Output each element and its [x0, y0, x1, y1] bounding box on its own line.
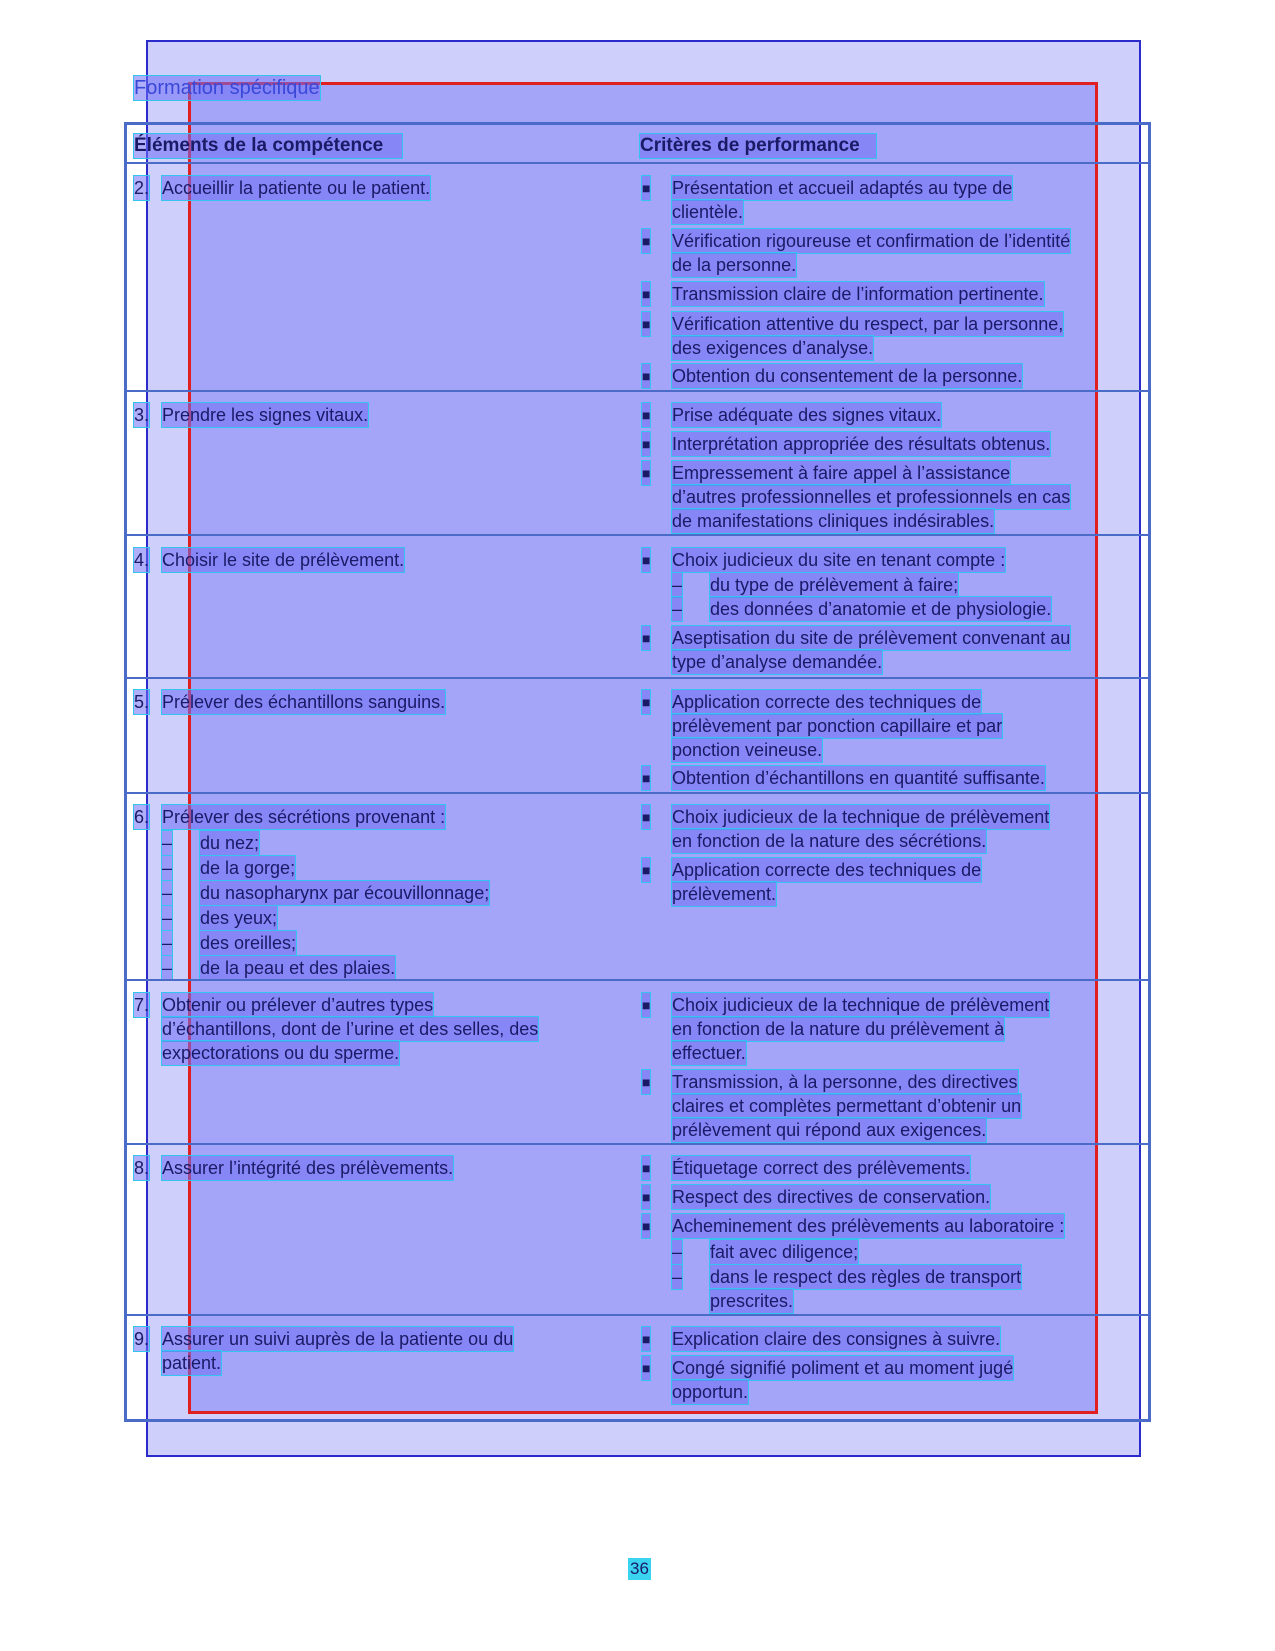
row-divider [124, 677, 1151, 679]
header-right: Critères de performance [640, 134, 876, 158]
row-divider [124, 1143, 1151, 1145]
bullet-icon: ■ [642, 176, 650, 200]
sub-item-dash: – [162, 958, 173, 978]
row-divider [124, 1314, 1151, 1316]
row-divider [124, 390, 1151, 392]
performance-criterion: de la personne. [672, 255, 797, 275]
bullet-icon: ■ [642, 403, 650, 427]
performance-criterion: Choix judicieux de la technique de prélèvement [672, 807, 1050, 827]
competence-element: expectorations ou du sperme. [162, 1043, 400, 1063]
performance-criterion: Aseptisation du site de prélèvement convenant au [672, 628, 1071, 648]
competence-element: Assurer un suivi auprès de la patiente ou du [162, 1329, 514, 1349]
header-divider [124, 162, 1151, 164]
competence-element: Prendre les signes vitaux. [162, 405, 369, 425]
competence-sub-item: des yeux; [200, 908, 278, 928]
competence-sub-item: de la peau et des plaies. [200, 958, 396, 978]
performance-criterion: des exigences d’analyse. [672, 338, 874, 358]
performance-criterion: Empressement à faire appel à l’assistance [672, 463, 1011, 483]
performance-criterion: Présentation et accueil adaptés au type de [672, 178, 1013, 198]
header-left: Éléments de la compétence [134, 134, 402, 158]
row-number: 6. [134, 807, 150, 827]
performance-criterion: prélèvement par ponction capillaire et par [672, 716, 1003, 736]
bullet-icon: ■ [642, 1214, 650, 1238]
performance-criterion: prélèvement. [672, 884, 777, 904]
bullet-icon: ■ [642, 461, 650, 485]
bullet-icon: ■ [642, 312, 650, 336]
performance-criterion: en fonction de la nature du prélèvement à [672, 1019, 1005, 1039]
sub-item-dash: – [672, 599, 683, 619]
performance-criterion: Choix judicieux de la technique de prélèvement [672, 995, 1050, 1015]
bullet-icon: ■ [642, 626, 650, 650]
performance-criterion: claires et complètes permettant d’obtenir un [672, 1096, 1022, 1116]
section-title: Formation spécifique [134, 77, 320, 99]
row-number: 9. [134, 1329, 150, 1349]
bullet-icon: ■ [642, 805, 650, 829]
bullet-icon: ■ [642, 229, 650, 253]
performance-criterion: Interprétation appropriée des résultats obtenus. [672, 434, 1051, 454]
performance-criterion: Transmission, à la personne, des directives [672, 1072, 1018, 1092]
bullet-icon: ■ [642, 1156, 650, 1180]
performance-criterion: prélèvement qui répond aux exigences. [672, 1120, 987, 1140]
performance-criterion: Congé signifié poliment et au moment jugé [672, 1358, 1014, 1378]
page-number: 36 [630, 1559, 649, 1578]
competence-element: Prélever des sécrétions provenant : [162, 807, 446, 827]
performance-criterion: Application correcte des techniques de [672, 692, 982, 712]
bullet-icon: ■ [642, 282, 650, 306]
performance-criterion: Vérification rigoureuse et confirmation de l’identité [672, 231, 1071, 251]
row-divider [124, 792, 1151, 794]
bullet-icon: ■ [642, 690, 650, 714]
competence-element: Assurer l’intégrité des prélèvements. [162, 1158, 454, 1178]
competence-sub-item: du nez; [200, 833, 260, 853]
performance-criterion: clientèle. [672, 202, 744, 222]
row-number: 2. [134, 178, 150, 198]
bullet-icon: ■ [642, 432, 650, 456]
sub-item-dash: – [162, 858, 173, 878]
sub-item-dash: – [162, 833, 173, 853]
performance-criterion: Obtention du consentement de la personne. [672, 366, 1023, 386]
performance-criterion: en fonction de la nature des sécrétions. [672, 831, 987, 851]
performance-criterion: opportun. [672, 1382, 749, 1402]
performance-criterion: Acheminement des prélèvements au laboratoire : [672, 1216, 1065, 1236]
row-number: 3. [134, 405, 150, 425]
performance-criterion: type d’analyse demandée. [672, 652, 883, 672]
performance-criterion: Prise adéquate des signes vitaux. [672, 405, 942, 425]
row-number: 5. [134, 692, 150, 712]
competence-element: patient. [162, 1353, 222, 1373]
competence-element: Prélever des échantillons sanguins. [162, 692, 446, 712]
row-divider [124, 534, 1151, 536]
performance-criterion: Choix judicieux du site en tenant compte : [672, 550, 1006, 570]
competence-sub-item: des oreilles; [200, 933, 297, 953]
bullet-icon: ■ [642, 548, 650, 572]
bullet-icon: ■ [642, 993, 650, 1017]
performance-criterion: Application correcte des techniques de [672, 860, 982, 880]
row-number: 7. [134, 995, 150, 1015]
bullet-icon: ■ [642, 1327, 650, 1351]
performance-criterion: d’autres professionnelles et professionnels en cas [672, 487, 1071, 507]
performance-criterion: Obtention d’échantillons en quantité suffisante. [672, 768, 1045, 788]
competence-element: d’échantillons, dont de l’urine et des selles, des [162, 1019, 539, 1039]
performance-criterion: effectuer. [672, 1043, 746, 1063]
criterion-sub-item: des données d’anatomie et de physiologie. [710, 599, 1052, 619]
bullet-icon: ■ [642, 766, 650, 790]
criterion-sub-item: du type de prélèvement à faire; [710, 575, 959, 595]
sub-item-dash: – [672, 1267, 683, 1287]
bullet-icon: ■ [642, 364, 650, 388]
row-divider [124, 979, 1151, 981]
sub-item-dash: – [672, 575, 683, 595]
competence-sub-item: du nasopharynx par écouvillonnage; [200, 883, 490, 903]
performance-criterion: ponction veineuse. [672, 740, 823, 760]
criterion-sub-item: prescrites. [710, 1291, 794, 1311]
sub-item-dash: – [162, 883, 173, 903]
bullet-icon: ■ [642, 1070, 650, 1094]
competence-sub-item: de la gorge; [200, 858, 296, 878]
criterion-sub-item: fait avec diligence; [710, 1242, 859, 1262]
bullet-icon: ■ [642, 1356, 650, 1380]
row-number: 4. [134, 550, 150, 570]
performance-criterion: de manifestations cliniques indésirables. [672, 511, 995, 531]
bullet-icon: ■ [642, 1185, 650, 1209]
sub-item-dash: – [162, 908, 173, 928]
competence-element: Accueillir la patiente ou le patient. [162, 178, 431, 198]
performance-criterion: Respect des directives de conservation. [672, 1187, 991, 1207]
criterion-sub-item: dans le respect des règles de transport [710, 1267, 1022, 1287]
performance-criterion: Vérification attentive du respect, par la personne, [672, 314, 1064, 334]
performance-criterion: Étiquetage correct des prélèvements. [672, 1158, 971, 1178]
sub-item-dash: – [672, 1242, 683, 1262]
competence-element: Choisir le site de prélèvement. [162, 550, 405, 570]
row-number: 8. [134, 1158, 150, 1178]
bullet-icon: ■ [642, 858, 650, 882]
sub-item-dash: – [162, 933, 173, 953]
performance-criterion: Explication claire des consignes à suivre. [672, 1329, 1001, 1349]
performance-criterion: Transmission claire de l’information pertinente. [672, 284, 1044, 304]
competence-element: Obtenir ou prélever d’autres types [162, 995, 434, 1015]
